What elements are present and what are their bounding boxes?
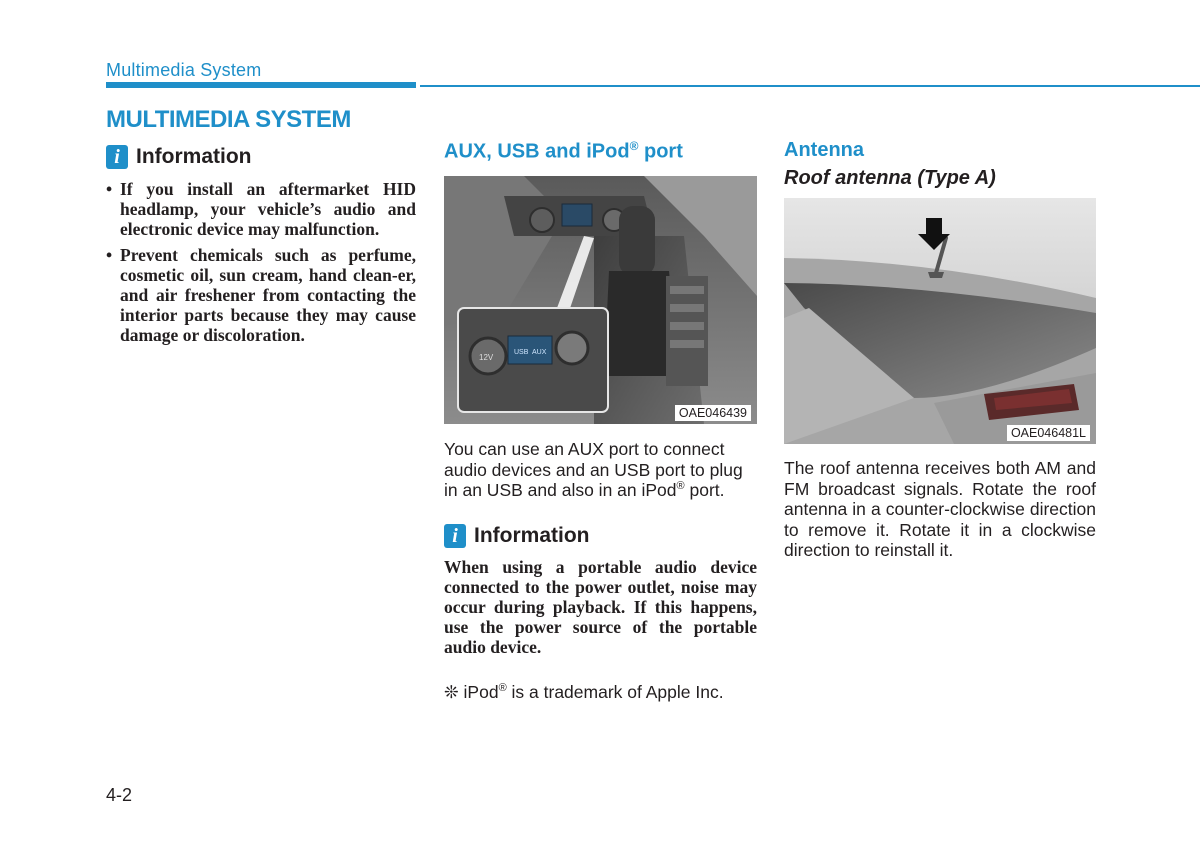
trademark-tail: is a trademark of Apple Inc. [506,682,724,702]
car-roof-illustration [784,198,1096,444]
info-heading-1 [106,145,416,169]
info-title-1: Information [136,145,252,168]
figure-code: OAE046439 [675,405,751,421]
registered-mark: ® [629,139,639,153]
info-box-2 [444,524,757,657]
page-title: MULTIMEDIA SYSTEM [106,106,351,133]
port-label-12v: 12V [479,353,494,362]
aux-description [444,439,757,501]
info-icon: i [106,145,128,169]
console-ports-figure [444,176,757,424]
port-label-aux: AUX [532,349,547,356]
info-text-2: When using a portable audio device connected to the power outlet, noise may occur during playback. If this happens, use the power source of the portable audio device. [444,557,757,657]
list-item: • If you install an aftermarket HID headlamp, your vehicle’s audio and electronic device may malfunction. [106,179,416,239]
note-symbol: ❊ [444,682,459,702]
info-box-1 [106,145,416,351]
aux-heading-text: AUX, USB and iPod [444,140,630,163]
trademark-text: iPod [458,682,499,702]
info-icon: i [444,524,466,548]
antenna-heading: Antenna [784,139,864,161]
list-item: • Prevent chemicals such as perfume, cosmetic oil, sun cream, hand clean-er, and air freshener from contacting the interior parts because they may cause damage or discoloration. [106,245,416,345]
antenna-description: The roof antenna receives both AM and FM broadcast signals. Rotate the roof antenna in a counter-clockwise direction to remove it. Rotate it in a clockwise direction to reinstall it. [784,458,1096,560]
info-title-2: Information [474,524,590,547]
port-label-usb: USB [514,349,529,356]
running-header: Multimedia System [106,60,262,80]
console-illustration [444,176,757,424]
page-number: 4-2 [106,785,133,805]
trademark-note [444,682,764,703]
aux-heading-tail: port [638,140,683,163]
registered-mark: ® [676,480,685,493]
info-bullet-list [106,179,416,345]
aux-usb-heading [444,139,764,164]
aux-body-tail: port. [684,480,725,500]
registered-mark: ® [498,682,507,695]
roof-antenna-subheading: Roof antenna (Type A) [784,167,996,189]
figure-code: OAE046481L [1007,425,1090,441]
aux-body-text: You can use an AUX port to connect audio devices and an USB port to plug in an USB and also in an iPod [444,439,743,500]
header-rule-thin [420,85,1200,87]
roof-antenna-figure [784,198,1096,444]
header-rule-thick [106,82,416,88]
info-heading-2 [444,524,757,548]
